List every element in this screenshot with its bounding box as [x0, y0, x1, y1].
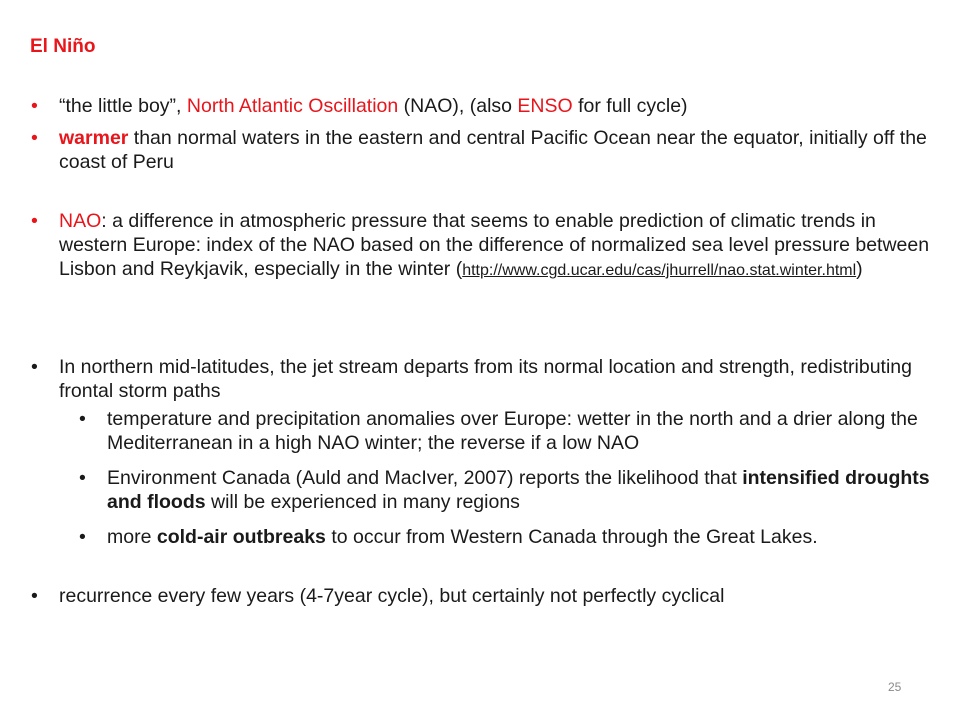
bullet-marker: •: [31, 127, 38, 149]
nao-data-link[interactable]: http://www.cgd.ucar.edu/cas/jhurrell/nao.stat.winter.html: [462, 262, 857, 279]
subbullet-europe-anomalies: • temperature and precipitation anomalies over Europe: wetter in the north and a drier along the Mediterranean in a high NAO winter; the reverse if a low NAO: [79, 408, 918, 454]
bullet-little-boy: • “the little boy”, North Atlantic Oscillation (NAO), (also ENSO for full cycle): [31, 95, 688, 117]
page-number: 25: [888, 680, 902, 694]
cold-air-term: cold-air outbreaks: [156, 526, 326, 548]
bullet-nao: • NAO: a difference in atmospheric pressure that seems to enable prediction of climatic trends in western Europe: index of the NAO based on the difference of normalized sea level pressure between Lisbon and Reykjavik, especially in the winter (http://www.cgd.ucar.edu/cas/jhurrell/nao.stat.winter.html): [31, 210, 930, 280]
bullet-recurrence: • recurrence every few years (4-7year cycle), but certainly not perfectly cyclical: [31, 585, 725, 607]
bullet-marker: •: [31, 356, 38, 378]
droughts-floods-term: intensified droughts and floods: [107, 467, 930, 513]
bullet-jet-stream: • In northern mid-latitudes, the jet stream departs from its normal location and strength, redistributing frontal storm paths: [31, 356, 912, 402]
nao-term: North Atlantic Oscillation: [186, 95, 399, 117]
bullet-marker: •: [31, 95, 38, 117]
warmer-term: warmer: [59, 127, 129, 149]
bullet-marker: •: [79, 467, 86, 489]
bullet-marker: •: [79, 526, 86, 548]
bullet-marker: •: [31, 585, 38, 607]
slide-title: El Niño: [30, 36, 96, 57]
enso-term: ENSO: [517, 95, 573, 117]
bullet-warmer: • warmer than normal waters in the eastern and central Pacific Ocean near the equator, initially off the coast of Peru: [31, 127, 927, 173]
bullet-marker: •: [31, 210, 38, 232]
bullet-marker: •: [79, 408, 86, 430]
nao-term: NAO: [59, 210, 102, 232]
subbullet-cold-air: • more cold-air outbreaks to occur from Western Canada through the Great Lakes.: [79, 526, 818, 548]
subbullet-environment-canada: • Environment Canada (Auld and MacIver, 2007) reports the likelihood that intensified droughts and floods will be experienced in many regions: [79, 467, 930, 513]
